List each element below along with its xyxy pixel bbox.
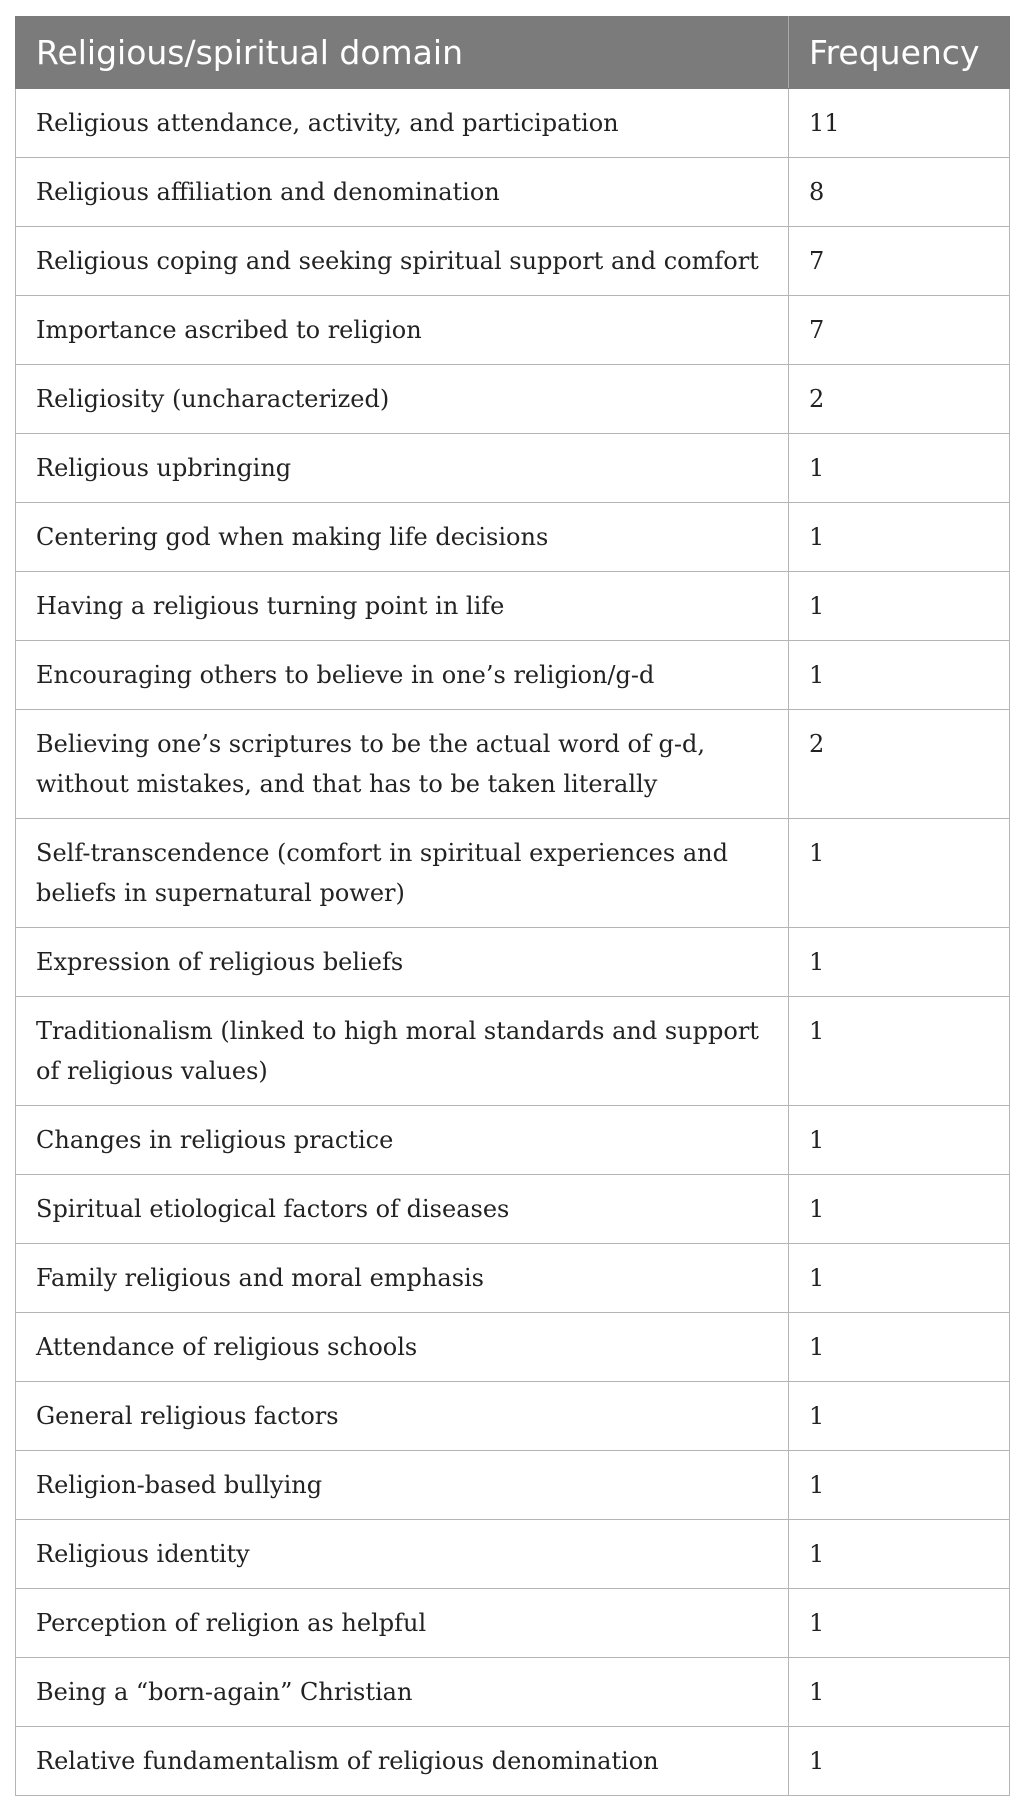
domain-cell: Changes in religious practice — [16, 1106, 789, 1175]
domain-cell: Religious affiliation and denomination — [16, 158, 789, 227]
table-row — [16, 928, 1010, 997]
table-row — [16, 296, 1010, 365]
frequency-cell: 1 — [789, 572, 1010, 641]
table-row — [16, 1382, 1010, 1451]
domain-cell: Religiosity (uncharacterized) — [16, 365, 789, 434]
frequency-cell: 1 — [789, 434, 1010, 503]
frequency-cell: 1 — [789, 997, 1010, 1106]
table-row — [16, 641, 1010, 710]
domain-cell: Relative fundamentalism of religious denomination — [16, 1727, 789, 1796]
frequency-cell: 1 — [789, 1727, 1010, 1796]
table-row — [16, 1589, 1010, 1658]
frequency-cell: 11 — [789, 89, 1010, 158]
frequency-cell: 1 — [789, 1451, 1010, 1520]
table-row — [16, 1244, 1010, 1313]
table-row — [16, 227, 1010, 296]
frequency-cell: 1 — [789, 503, 1010, 572]
table-row — [16, 997, 1010, 1106]
table-body — [16, 89, 1010, 1796]
frequency-cell: 7 — [789, 296, 1010, 365]
table-row — [16, 1451, 1010, 1520]
domain-cell: Believing one’s scriptures to be the actual word of g-d, without mistakes, and that has to be taken literally — [16, 710, 789, 819]
table-row — [16, 1520, 1010, 1589]
frequency-cell: 1 — [789, 1658, 1010, 1727]
domain-cell: Being a “born-again” Christian — [16, 1658, 789, 1727]
frequency-cell: 1 — [789, 1520, 1010, 1589]
frequency-cell: 1 — [789, 641, 1010, 710]
table-row — [16, 819, 1010, 928]
domain-cell: Religion-based bullying — [16, 1451, 789, 1520]
frequency-cell: 1 — [789, 1106, 1010, 1175]
table-row — [16, 434, 1010, 503]
religious-domain-table-container — [15, 16, 1009, 1796]
table-row — [16, 365, 1010, 434]
frequency-cell: 1 — [789, 1589, 1010, 1658]
table-row — [16, 1727, 1010, 1796]
domain-cell: Traditionalism (linked to high moral standards and support of religious values) — [16, 997, 789, 1106]
frequency-cell: 2 — [789, 710, 1010, 819]
religious-domain-table — [15, 16, 1010, 1796]
frequency-cell: 2 — [789, 365, 1010, 434]
table-row — [16, 1658, 1010, 1727]
header-row — [16, 17, 1010, 89]
header-frequency: Frequency — [789, 17, 1010, 89]
table-row — [16, 158, 1010, 227]
frequency-cell: 1 — [789, 1244, 1010, 1313]
table-row — [16, 503, 1010, 572]
domain-cell: Perception of religion as helpful — [16, 1589, 789, 1658]
domain-cell: Spiritual etiological factors of diseases — [16, 1175, 789, 1244]
frequency-cell: 8 — [789, 158, 1010, 227]
domain-cell: Self-transcendence (comfort in spiritual experiences and beliefs in supernatural power) — [16, 819, 789, 928]
frequency-cell: 1 — [789, 1175, 1010, 1244]
domain-cell: General religious factors — [16, 1382, 789, 1451]
table-row — [16, 1313, 1010, 1382]
frequency-cell: 1 — [789, 1313, 1010, 1382]
domain-cell: Importance ascribed to religion — [16, 296, 789, 365]
domain-cell: Religious coping and seeking spiritual support and comfort — [16, 227, 789, 296]
table-header — [16, 17, 1010, 89]
domain-cell: Encouraging others to believe in one’s religion/g-d — [16, 641, 789, 710]
frequency-cell: 1 — [789, 819, 1010, 928]
domain-cell: Having a religious turning point in life — [16, 572, 789, 641]
domain-cell: Expression of religious beliefs — [16, 928, 789, 997]
domain-cell: Religious identity — [16, 1520, 789, 1589]
frequency-cell: 1 — [789, 928, 1010, 997]
domain-cell: Centering god when making life decisions — [16, 503, 789, 572]
frequency-cell: 7 — [789, 227, 1010, 296]
table-row — [16, 710, 1010, 819]
domain-cell: Religious upbringing — [16, 434, 789, 503]
frequency-cell: 1 — [789, 1382, 1010, 1451]
domain-cell: Family religious and moral emphasis — [16, 1244, 789, 1313]
table-row — [16, 1175, 1010, 1244]
table-row — [16, 1106, 1010, 1175]
header-domain: Religious/spiritual domain — [16, 17, 789, 89]
table-row — [16, 89, 1010, 158]
table-row — [16, 572, 1010, 641]
domain-cell: Attendance of religious schools — [16, 1313, 789, 1382]
domain-cell: Religious attendance, activity, and participation — [16, 89, 789, 158]
